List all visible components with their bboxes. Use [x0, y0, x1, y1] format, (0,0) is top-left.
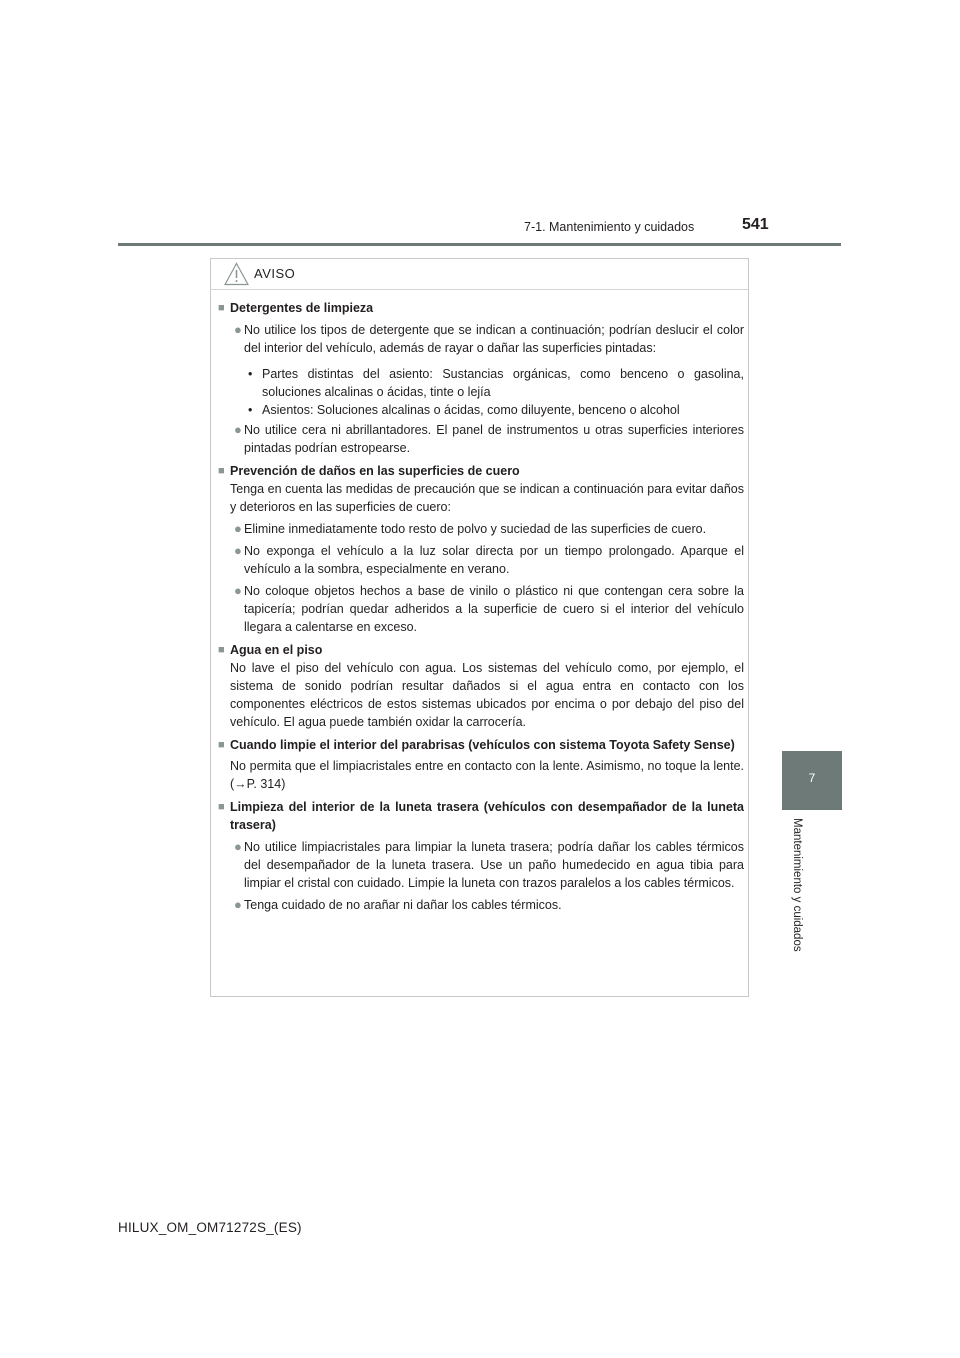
circle-bullet-icon: ●	[234, 543, 242, 558]
circle-bullet-icon: ●	[234, 422, 242, 437]
chapter-tab	[782, 751, 842, 810]
square-bullet-icon: ■	[218, 644, 225, 656]
section-title: ■ Cuando limpie el interior del parabrisas (vehículos con sistema Toyota Safety Sense)	[218, 738, 735, 752]
list-item: ● No exponga el vehículo a la luz solar directa por un tiempo prolongado. Aparque el vehículo a la sombra, especialmente en verano.	[234, 543, 744, 576]
header-section-title: 7-1. Mantenimiento y cuidados	[524, 220, 695, 234]
warning-triangle-icon	[224, 262, 249, 286]
list-item: ● No coloque objetos hechos a base de vinilo o plástico ni que contengan cera sobre la tapicería; podrían quedar adheridos a la superficie de cuero si el interior del vehículo llegara a calentarse en exceso.	[234, 583, 744, 634]
list-item: ● No utilice los tipos de detergente que se indican a continuación; podrían deslucir el color del interior del vehículo, además de rayar o dañar las superficies pintadas:	[234, 322, 744, 355]
dot-bullet-icon: •	[248, 367, 253, 381]
square-bullet-icon: ■	[218, 739, 225, 751]
square-bullet-icon: ■	[218, 465, 225, 477]
chapter-label: Mantenimiento y cuidados	[791, 818, 803, 952]
warning-body	[218, 299, 744, 914]
square-bullet-icon: ■	[218, 302, 225, 314]
warning-title: AVISO	[254, 266, 296, 281]
section-paragraph: Tenga en cuenta las medidas de precaución que se indican a continuación para evitar daños y deterioros en las superficies de cuero:	[230, 482, 744, 514]
chapter-number: 7	[808, 771, 816, 785]
list-item: ● No utilice cera ni abrillantadores. El panel de instrumentos u otras superficies interiores pintadas podrían estropearse.	[234, 422, 744, 455]
warning-header	[211, 259, 748, 290]
list-item: ● Tenga cuidado de no arañar ni dañar los cables térmicos.	[234, 897, 562, 912]
page-number: 541	[742, 216, 769, 233]
section-paragraph: No permita que el limpiacristales entre en contacto con la lente. Asimismo, no toque la lente. (→P. 314)	[230, 759, 744, 791]
header-rule	[118, 243, 841, 246]
section-title: ■ Detergentes de limpieza	[218, 301, 374, 315]
warning-box	[210, 258, 749, 997]
circle-bullet-icon: ●	[234, 897, 242, 912]
circle-bullet-icon: ●	[234, 322, 242, 337]
section-title: ■ Limpieza del interior de la luneta trasera (vehículos con desempañador de la luneta trasera)	[218, 800, 744, 832]
square-bullet-icon: ■	[218, 801, 225, 813]
dot-bullet-icon: •	[248, 403, 253, 417]
list-item: ● No utilice limpiacristales para limpiar la luneta trasera; podría dañar los cables térmicos del desempañador de la luneta trasera. Use un paño humedecido en agua tibia para limpiar el cristal con cuidado. Limpie la luneta con trazos paralelos a los cables térmicos.	[234, 839, 744, 890]
section-paragraph: No lave el piso del vehículo con agua. Los sistemas del vehículo como, por ejemplo, el sistema de sonido podrían resultar dañados si el agua entra en contacto con los componentes eléctricos de estos sistemas ubicados por encima o por debajo del piso del vehículo. El agua puede también oxidar la carrocería.	[230, 661, 744, 729]
sub-list-item: • Asientos: Soluciones alcalinas o ácidas, como diluyente, benceno o alcohol	[248, 403, 680, 417]
document-code: HILUX_OM_OM71272S_(ES)	[118, 1220, 302, 1235]
section-title: ■ Prevención de daños en las superficies de cuero	[218, 464, 520, 478]
circle-bullet-icon: ●	[234, 839, 242, 854]
circle-bullet-icon: ●	[234, 583, 242, 598]
section-title: ■ Agua en el piso	[218, 643, 323, 657]
circle-bullet-icon: ●	[234, 521, 242, 536]
list-item: ● Elimine inmediatamente todo resto de polvo y suciedad de las superficies de cuero.	[234, 521, 707, 536]
sub-list-item: • Partes distintas del asiento: Sustancias orgánicas, como benceno o gasolina, soluciones alcalinas o ácidas, tinte o lejía	[248, 367, 744, 399]
